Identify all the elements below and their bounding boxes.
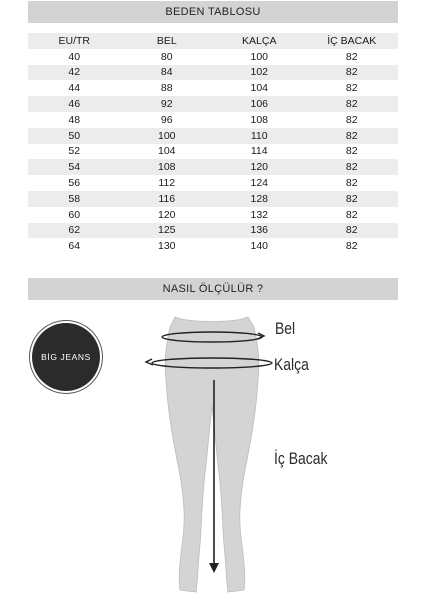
table-row	[28, 191, 398, 207]
table-cell: 52	[28, 144, 121, 160]
table-row	[28, 96, 398, 112]
table-cell: 130	[121, 238, 214, 254]
table-cell: 110	[213, 128, 306, 144]
header-ic-bacak: İÇ BACAK	[306, 33, 399, 49]
size-chart-title	[28, 1, 398, 23]
table-cell: 114	[213, 144, 306, 160]
table-row	[28, 65, 398, 81]
table-cell: 82	[306, 128, 399, 144]
how-to-measure-title-text: NASIL ÖLÇÜLÜR ?	[162, 283, 264, 295]
header-eu-tr: EU/TR	[28, 33, 121, 49]
table-cell: 48	[28, 112, 121, 128]
inseam-label: İç Bacak	[274, 449, 328, 468]
table-row	[28, 128, 398, 144]
table-row	[28, 159, 398, 175]
table-row	[28, 49, 398, 65]
table-header-row	[28, 33, 398, 49]
table-cell: 120	[121, 207, 214, 223]
table-cell: 96	[121, 112, 214, 128]
table-cell: 46	[28, 96, 121, 112]
table-cell: 104	[121, 144, 214, 160]
table-row	[28, 223, 398, 239]
table-cell: 64	[28, 238, 121, 254]
table-cell: 82	[306, 175, 399, 191]
table-row	[28, 144, 398, 160]
table-row	[28, 80, 398, 96]
table-cell: 125	[121, 223, 214, 239]
hip-label: Kalça	[274, 355, 309, 374]
brand-logo	[32, 323, 100, 391]
table-cell: 42	[28, 65, 121, 81]
table-body	[28, 49, 398, 254]
table-row	[28, 238, 398, 254]
table-cell: 106	[213, 96, 306, 112]
table-cell: 92	[121, 96, 214, 112]
brand-logo-text: BİG JEANS	[41, 352, 91, 362]
header-bel: BEL	[121, 33, 214, 49]
hip-ring-arrow	[146, 359, 153, 365]
table-cell: 82	[306, 49, 399, 65]
table-cell: 82	[306, 207, 399, 223]
table-cell: 136	[213, 223, 306, 239]
table-row	[28, 112, 398, 128]
table-cell: 120	[213, 159, 306, 175]
table-cell: 88	[121, 80, 214, 96]
size-chart-title-text: BEDEN TABLOSU	[165, 6, 261, 18]
table-cell: 60	[28, 207, 121, 223]
table-cell: 40	[28, 49, 121, 65]
table-cell: 124	[213, 175, 306, 191]
table-cell: 80	[121, 49, 214, 65]
table-cell: 44	[28, 80, 121, 96]
table-cell: 116	[121, 191, 214, 207]
down-arrow-icon	[209, 563, 219, 573]
table-cell: 50	[28, 128, 121, 144]
table-cell: 112	[121, 175, 214, 191]
table-cell: 58	[28, 191, 121, 207]
table-cell: 56	[28, 175, 121, 191]
table-cell: 100	[121, 128, 214, 144]
table-cell: 54	[28, 159, 121, 175]
table-cell: 140	[213, 238, 306, 254]
table-cell: 82	[306, 144, 399, 160]
table-row	[28, 207, 398, 223]
table-cell: 102	[213, 65, 306, 81]
header-kalca: KALÇA	[213, 33, 306, 49]
table-cell: 82	[306, 112, 399, 128]
table-cell: 108	[121, 159, 214, 175]
table-cell: 128	[213, 191, 306, 207]
table-cell: 84	[121, 65, 214, 81]
table-cell: 82	[306, 191, 399, 207]
waist-label: Bel	[275, 319, 296, 338]
table-cell: 62	[28, 223, 121, 239]
table-cell: 82	[306, 80, 399, 96]
table-cell: 100	[213, 49, 306, 65]
table-cell: 82	[306, 96, 399, 112]
table-cell: 104	[213, 80, 306, 96]
table-row	[28, 175, 398, 191]
table-cell: 82	[306, 223, 399, 239]
size-table	[28, 33, 398, 254]
table-cell: 108	[213, 112, 306, 128]
how-to-measure-title	[28, 278, 398, 300]
table-cell: 82	[306, 65, 399, 81]
table-cell: 82	[306, 238, 399, 254]
table-cell: 82	[306, 159, 399, 175]
table-cell: 132	[213, 207, 306, 223]
